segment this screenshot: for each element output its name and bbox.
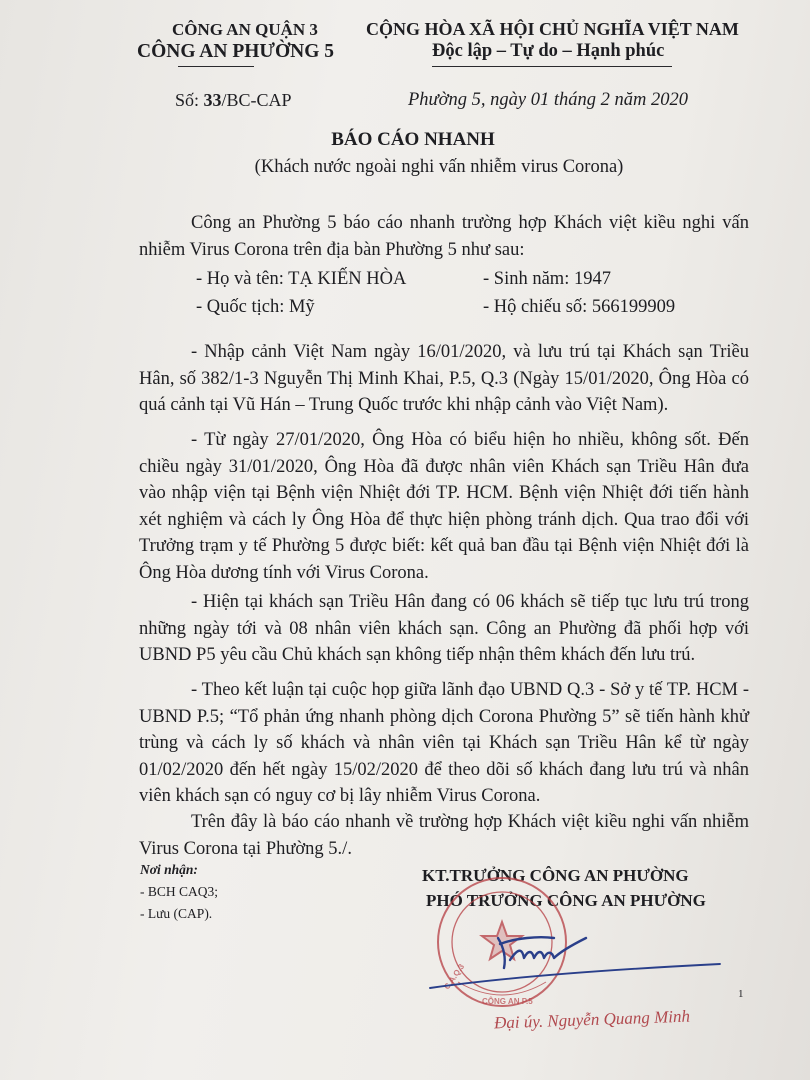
motto: Độc lập – Tự do – Hạnh phúc [432, 41, 665, 61]
document-number [175, 90, 292, 111]
place-date: Phường 5, ngày 01 tháng 2 năm 2020 [408, 90, 688, 110]
agency-parent: CÔNG AN QUẬN 3 [172, 20, 318, 39]
svg-text:CÔNG AN P.5: CÔNG AN P.5 [482, 997, 533, 1006]
paragraph-entry-text: - Nhập cảnh Việt Nam ngày 16/01/2020, và lưu trú tại Khách sạn Triều Hân, số 382/1-3 Nguyễn Thị Minh Khai, P.5, Q.3 (Ngày 15/01/2020, Ông Hòa có quá cảnh tại Vũ Hán – Trung Quốc trước khi nhập cảnh vào Việt Nam). [139, 342, 749, 415]
paragraph-conclusion-text: - Theo kết luận tại cuộc họp giữa lãnh đạo UBND Q.3 - Sở y tế TP. HCM - UBND P.5; “Tổ phản ứng nhanh phòng dịch Corona Phường 5” sẽ tiến hành khử trùng và cách ly số khách và nhân viên tại Khách sạn Triều Hân kể từ ngày 01/02/2020 đến hết ngày 15/02/2020 để theo dõi số khách đang lưu trú và nhân viên khách sạn có nguy cơ bị lây nhiễm Virus Corona. [139, 680, 749, 806]
agency-name: CÔNG AN PHƯỜNG 5 [137, 41, 334, 62]
person-name: - Họ và tên: TẠ KIẾN HÒA [196, 269, 407, 289]
signer-name: Đại úy. Nguyễn Quang Minh [493, 1006, 691, 1033]
paragraph-entry [139, 339, 749, 419]
report-title: BÁO CÁO NHANH [331, 129, 495, 150]
handwritten-signature [420, 920, 740, 995]
doc-number-value: 33 [203, 90, 222, 110]
paragraph-conclusion [139, 677, 749, 810]
signature-title-line2: PHÓ TRƯỞNG CÔNG AN PHƯỜNG [426, 891, 706, 910]
paragraph-closing [139, 809, 749, 862]
recipient-item: - BCH CAQ3; [140, 884, 219, 899]
signature-title-line1: KT.TRƯỞNG CÔNG AN PHƯỜNG [422, 866, 689, 885]
nation-title: CỘNG HÒA XÃ HỘI CHỦ NGHĨA VIỆT NAM [366, 19, 739, 39]
person-passport: - Hộ chiếu số: 566199909 [483, 297, 676, 317]
recipient-item: - Lưu (CAP). [140, 906, 213, 921]
paragraph-symptoms-text: - Từ ngày 27/01/2020, Ông Hòa có biểu hiện ho nhiều, không sốt. Đến chiều ngày 31/01/2020, Ông Hòa đã được nhân viên Khách sạn Triều Hân đưa vào nhập viện tại Bệnh viện Nhiệt đới TP. HCM. Bệnh viện Nhiệt đới tiến hành xét nghiệm và cách ly Ông Hòa để thực hiện phòng tránh dịch. Qua trao đổi với Trưởng trạm y tế Phường 5 được biết: kết quả ban đầu tại Bệnh viện Nhiệt đới là Ông Hòa dương tính với Virus Corona. [139, 430, 749, 583]
report-subtitle: (Khách nước ngoài nghi vấn nhiễm virus Corona) [254, 157, 624, 177]
paragraph-hotel-status [139, 589, 749, 669]
svg-text:C.A.Q.3: C.A.Q.3 [442, 962, 467, 992]
motto-underline [432, 66, 672, 67]
agency-underline [178, 66, 254, 67]
paragraph-symptoms [139, 427, 749, 586]
doc-number-suffix: /BC-CAP [221, 90, 292, 110]
intro-text: Công an Phường 5 báo cáo nhanh trường hợp Khách việt kiều nghi vấn nhiễm Virus Corona trên địa bàn Phường 5 như sau: [139, 213, 749, 260]
recipients-label: Nơi nhận: [140, 862, 198, 877]
person-birth-year: - Sinh năm: 1947 [483, 269, 611, 289]
paragraph-closing-text: Trên đây là báo cáo nhanh về trường hợp Khách việt kiều nghi vấn nhiễm Virus Corona tại Phường 5./. [139, 812, 749, 859]
intro-paragraph [139, 210, 749, 263]
person-nationality: - Quốc tịch: Mỹ [196, 297, 315, 317]
page-number: 1 [738, 988, 744, 1000]
doc-number-label: Số: [175, 90, 204, 110]
paragraph-hotel-status-text: - Hiện tại khách sạn Triều Hân đang có 06 khách sẽ tiếp tục lưu trú trong những ngày tới và 08 nhân viên khách sạn. Công an Phường đã phối hợp với UBND P5 yêu cầu Chủ khách sạn không tiếp nhận thêm khách đến lưu trú. [139, 592, 749, 665]
